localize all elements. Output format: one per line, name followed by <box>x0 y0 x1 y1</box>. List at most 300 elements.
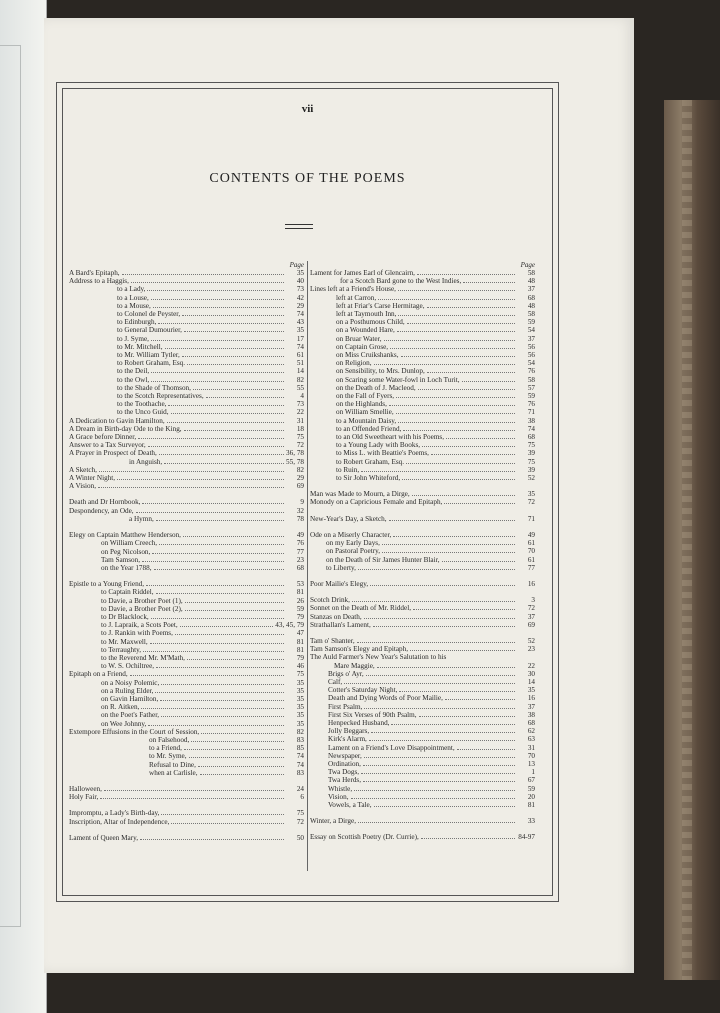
leader-dots <box>398 310 515 316</box>
entry-page-number: 58 <box>527 310 535 319</box>
entry-title: to General Dumourier, <box>117 326 182 335</box>
leader-dots <box>369 735 515 741</box>
title-rule <box>285 224 313 229</box>
leader-dots <box>391 719 515 725</box>
entry-page-number: 63 <box>527 735 535 744</box>
leader-dots <box>421 833 515 839</box>
page-column-header: Page <box>289 261 304 269</box>
section-gap <box>69 801 304 809</box>
entry-page-number: 74 <box>296 310 304 319</box>
entry-page-number: 81 <box>296 645 304 654</box>
entry-page-number: 35 <box>296 694 304 703</box>
contents-entry <box>310 752 535 760</box>
leader-dots <box>185 597 284 603</box>
contents-entry <box>69 507 304 515</box>
leader-dots <box>374 359 515 365</box>
entry-page-number: 74 <box>296 760 304 769</box>
contents-entry <box>310 662 535 670</box>
contents-entry <box>69 302 304 310</box>
contents-entry <box>310 277 535 285</box>
entry-title: to Robert Graham, Esq. <box>117 359 186 368</box>
entry-title: to the Reverend Mr. M'Math, <box>101 653 185 662</box>
entry-title: to Davie, a Brother Poet (2), <box>101 604 183 613</box>
entry-page-number: 37 <box>527 612 535 621</box>
contents-entry <box>69 294 304 302</box>
entry-title: Answer to a Tax Surveyor, <box>69 441 146 450</box>
entry-page-number: 13 <box>527 759 535 768</box>
contents-entry <box>310 678 535 686</box>
entry-page-number: 69 <box>296 482 304 491</box>
entry-title: to the Owl, <box>117 375 150 384</box>
contents-entry <box>310 285 535 293</box>
contents-entry <box>69 703 304 711</box>
entry-title: Essay on Scottish Poetry (Dr. Currie), <box>310 833 419 842</box>
section-gap <box>69 572 304 580</box>
entry-title: on a Posthumous Child, <box>336 318 405 327</box>
entry-title: Death and Dying Words of Poor Mailie, <box>328 694 443 703</box>
contents-entry <box>69 441 304 449</box>
section-gap <box>310 629 535 637</box>
entry-title: Stanzas on Death, <box>310 612 362 621</box>
leader-dots <box>371 727 515 733</box>
leader-dots <box>151 376 284 382</box>
leader-dots <box>352 596 515 602</box>
contents-right-column <box>310 261 535 842</box>
entry-title: Scotch Drink, <box>310 596 350 605</box>
section-gap <box>69 826 304 834</box>
entry-page-number: 78 <box>296 514 304 523</box>
entry-page-number: 84-97 <box>518 833 535 842</box>
contents-entry <box>310 727 535 735</box>
entry-title: Vowels, a Tale, <box>328 800 372 809</box>
entry-title: First Psalm, <box>328 702 363 711</box>
entry-page-number: 59 <box>296 604 304 613</box>
entry-page-number: 29 <box>296 474 304 483</box>
leader-dots <box>358 564 515 570</box>
contents-entry <box>69 736 304 744</box>
entry-title: on Pastoral Poetry, <box>326 547 381 556</box>
entry-page-number: 83 <box>296 768 304 777</box>
entry-page-number: 4 <box>300 392 304 401</box>
entry-title: Address to a Haggis, <box>69 277 129 286</box>
leader-dots <box>165 343 284 349</box>
entry-page-number: 76 <box>296 539 304 548</box>
entry-title: on Wee Johnny, <box>101 719 147 728</box>
contents-entry <box>69 482 304 490</box>
leader-dots <box>184 425 284 431</box>
entry-page-number: 58 <box>527 269 535 277</box>
entry-page-number: 29 <box>296 301 304 310</box>
contents-entry <box>69 556 304 564</box>
entry-title: on R. Aitken, <box>101 703 140 712</box>
entry-title: Holy Fair, <box>69 793 99 802</box>
leader-dots <box>142 498 284 504</box>
entry-page-number: 35 <box>296 678 304 687</box>
leader-dots <box>357 637 515 643</box>
entry-title: Strathallan's Lament, <box>310 620 371 629</box>
entry-page-number: 68 <box>296 563 304 572</box>
contents-entry <box>310 785 535 793</box>
entry-page-number: 35 <box>527 490 535 499</box>
entry-title: Refusal to Dine, <box>149 760 196 769</box>
entry-page-number: 22 <box>527 661 535 670</box>
leader-dots <box>382 539 515 545</box>
leader-dots <box>161 809 284 815</box>
contents-entry <box>69 351 304 359</box>
contents-entry <box>310 498 535 506</box>
leader-dots <box>413 604 515 610</box>
contents-entry <box>69 605 304 613</box>
entry-page-number: 75 <box>527 457 535 466</box>
entry-title: in Anguish, <box>129 457 163 466</box>
entry-page-number: 62 <box>527 727 535 736</box>
entry-page-number: 22 <box>296 408 304 417</box>
entry-title: Brigs o' Ayr, <box>328 669 364 678</box>
entry-page-number: 49 <box>296 531 304 540</box>
leader-dots <box>142 556 284 562</box>
entry-page-number: 81 <box>296 588 304 597</box>
contents-entry <box>310 539 535 547</box>
leader-dots <box>463 277 515 283</box>
entry-title: Henpecked Husband, <box>328 718 390 727</box>
contents-entry <box>310 760 535 768</box>
contents-entry <box>310 604 535 612</box>
entry-title: Tam o' Shanter, <box>310 636 355 645</box>
entry-page-number: 79 <box>296 653 304 662</box>
entry-page-number: 58 <box>527 375 535 384</box>
entry-title: Winter, a Dirge, <box>310 817 356 826</box>
entry-title: on the Highlands, <box>336 400 387 409</box>
entry-page-number: 59 <box>527 318 535 327</box>
contents-entry <box>310 776 535 784</box>
section-gap <box>310 825 535 833</box>
entry-title: Despondency, an Ode, <box>69 506 134 515</box>
entry-page-number: 74 <box>296 752 304 761</box>
entry-page-number: 42 <box>296 293 304 302</box>
leader-dots <box>427 302 515 308</box>
contents-entry <box>69 269 304 277</box>
entry-page-number: 35 <box>296 703 304 712</box>
entry-title: when at Carlisle, <box>149 768 198 777</box>
entry-page-number: 36, 78 <box>286 449 304 458</box>
entry-page-number: 6 <box>300 793 304 802</box>
contents-entry <box>310 833 535 841</box>
page-border <box>56 82 559 902</box>
contents-entry <box>69 752 304 760</box>
entry-title: on a Wounded Hare, <box>336 326 395 335</box>
leader-dots <box>164 458 284 464</box>
contents-entry <box>69 711 304 719</box>
contents-entry <box>310 703 535 711</box>
leader-dots <box>167 417 284 423</box>
entry-page-number: 16 <box>527 579 535 588</box>
entry-title: on Sensibility, to Mrs. Dunlop, <box>336 367 425 376</box>
entry-title: to Sir John Whiteford, <box>336 474 401 483</box>
entry-page-number: 3 <box>531 596 535 605</box>
leader-dots <box>155 687 284 693</box>
entry-page-number: 38 <box>527 416 535 425</box>
leader-dots <box>117 474 284 480</box>
entry-title: to Mr. Syme, <box>149 752 187 761</box>
leader-dots <box>206 392 284 398</box>
leader-dots <box>377 662 515 668</box>
leader-dots <box>151 367 284 373</box>
leader-dots <box>160 695 284 701</box>
contents-entry <box>69 695 304 703</box>
contents-entry <box>310 711 535 719</box>
leader-dots <box>412 490 515 496</box>
contents-entry <box>69 417 304 425</box>
entry-title: to Liberty, <box>326 563 356 572</box>
entry-title: Lament for James Earl of Glencairn, <box>310 269 415 277</box>
entry-page-number: 35 <box>296 686 304 695</box>
contents-entry <box>310 694 535 702</box>
entry-page-number: 75 <box>296 809 304 818</box>
entry-title: Lament of Queen Mary, <box>69 833 138 842</box>
entry-title: Inscription, Altar of Independence, <box>69 817 170 826</box>
contents-entry <box>69 818 304 826</box>
contents-entry <box>69 621 304 629</box>
entry-title: on Bruar Water, <box>336 334 382 343</box>
column-divider <box>307 261 308 871</box>
contents-entry <box>69 285 304 293</box>
contents-entry <box>69 474 304 482</box>
entry-page-number: 37 <box>527 334 535 343</box>
entry-title: to Mr. Maxwell, <box>101 637 148 646</box>
leader-dots <box>446 433 515 439</box>
entry-page-number: 39 <box>527 465 535 474</box>
contents-entry <box>69 785 304 793</box>
entry-title: Whistle, <box>328 784 353 793</box>
entry-title: Tam Samson's Elegy and Epitaph, <box>310 645 409 654</box>
leader-dots <box>168 400 284 406</box>
entry-page-number: 70 <box>527 751 535 760</box>
previous-page-edge <box>0 0 47 1013</box>
contents-entry <box>310 564 535 572</box>
entry-page-number: 39 <box>527 449 535 458</box>
contents-entry <box>310 547 535 555</box>
entry-page-number: 59 <box>527 392 535 401</box>
section-gap <box>310 809 535 817</box>
leader-dots <box>131 277 284 283</box>
leader-dots <box>396 392 515 398</box>
leader-dots <box>151 294 284 300</box>
entry-page-number: 77 <box>296 547 304 556</box>
contents-entry <box>69 326 304 334</box>
entry-page-number: 32 <box>296 506 304 515</box>
contents-entry <box>310 433 535 441</box>
entry-page-number: 69 <box>527 620 535 629</box>
entry-page-number: 47 <box>296 629 304 638</box>
entry-title: Lament on a Friend's Love Disappointment, <box>328 743 455 752</box>
entry-page-number: 33 <box>527 817 535 826</box>
section-gap <box>69 523 304 531</box>
entry-title: on Peg Nicolson, <box>101 547 151 556</box>
contents-entry <box>310 613 535 621</box>
leader-dots <box>156 588 284 594</box>
entry-title: for a Scotch Bard gone to the West Indies, <box>340 277 462 286</box>
contents-entry <box>69 654 304 662</box>
entry-page-number: 35 <box>527 686 535 695</box>
section-gap <box>69 777 304 785</box>
entry-page-number: 31 <box>296 416 304 425</box>
entry-page-number: 76 <box>527 367 535 376</box>
entry-page-number: 71 <box>527 408 535 417</box>
entry-page-number: 23 <box>296 555 304 564</box>
entry-page-number: 16 <box>527 694 535 703</box>
entry-page-number: 85 <box>296 744 304 753</box>
leader-dots <box>156 515 284 521</box>
contents-entry <box>69 539 304 547</box>
leader-dots <box>159 449 284 455</box>
entry-title: Extempore Effusions in the Court of Session, <box>69 727 200 736</box>
contents-entry <box>69 720 304 728</box>
leader-dots <box>185 605 284 611</box>
contents-entry <box>310 294 535 302</box>
leader-dots <box>148 441 284 447</box>
entry-page-number: 75 <box>296 433 304 442</box>
entry-page-number: 50 <box>296 833 304 842</box>
contents-entry <box>69 384 304 392</box>
leader-dots <box>373 621 515 627</box>
leader-dots <box>364 703 515 709</box>
entry-page-number: 73 <box>296 400 304 409</box>
contents-entry <box>69 662 304 670</box>
entry-title: A Sketch, <box>69 465 97 474</box>
contents-entry <box>69 343 304 351</box>
entry-title: to J. Rankin with Poems, <box>101 629 173 638</box>
leader-dots <box>410 645 515 651</box>
contents-entry <box>310 531 535 539</box>
entry-page-number: 1 <box>531 768 535 777</box>
entry-title: on William Creech, <box>101 539 158 548</box>
contents-entry <box>69 597 304 605</box>
leader-dots <box>191 736 284 742</box>
leader-dots <box>146 580 284 586</box>
entry-page-number: 55 <box>296 383 304 392</box>
entry-page-number: 74 <box>296 342 304 351</box>
leader-dots <box>364 752 515 758</box>
contents-entry <box>69 449 304 457</box>
entry-title: A Dedication to Gavin Hamilton, <box>69 416 165 425</box>
leader-dots <box>143 646 284 652</box>
contents-entry <box>310 310 535 318</box>
entry-title: to Dr Blacklock, <box>101 612 149 621</box>
entry-page-number: 43, 45, 79 <box>275 621 304 630</box>
entry-page-number: 35 <box>296 719 304 728</box>
entry-title: Vision, <box>328 792 349 801</box>
entry-page-number: 38 <box>527 710 535 719</box>
entry-page-number: 72 <box>527 604 535 613</box>
entry-title: to a Friend, <box>149 744 182 753</box>
contents-entry <box>310 490 535 498</box>
leader-dots <box>442 556 516 562</box>
entry-title: A Dream in Birth-day Ode to the King, <box>69 424 182 433</box>
contents-entry <box>69 310 304 318</box>
entry-title: Twa Herds, <box>328 776 362 785</box>
entry-title: to a Mountain Daisy, <box>336 416 397 425</box>
entry-page-number: 74 <box>527 424 535 433</box>
entry-page-number: 81 <box>296 637 304 646</box>
entry-title: Kirk's Alarm, <box>328 735 367 744</box>
leader-dots <box>403 425 515 431</box>
entry-page-number: 56 <box>527 342 535 351</box>
section-gap <box>310 482 535 490</box>
entry-title: Poor Mailie's Elegy, <box>310 579 369 588</box>
contents-entry <box>69 318 304 326</box>
leader-dots <box>152 548 284 554</box>
contents-left-column <box>69 261 304 842</box>
entry-page-number: 51 <box>296 359 304 368</box>
contents-entry <box>69 638 304 646</box>
section-gap <box>310 523 535 531</box>
entry-title: to the Toothache, <box>117 400 167 409</box>
entry-title: Halloween, <box>69 784 102 793</box>
entry-page-number: 30 <box>527 669 535 678</box>
contents-entry <box>69 793 304 801</box>
entry-title: a Hymn, <box>129 514 154 523</box>
entry-page-number: 17 <box>296 334 304 343</box>
contents-entry <box>69 670 304 678</box>
leader-dots <box>354 785 515 791</box>
contents-entry <box>310 449 535 457</box>
contents-entry <box>310 400 535 408</box>
entry-page-number: 71 <box>527 514 535 523</box>
contents-entry <box>310 376 535 384</box>
entry-title: on William Smellie, <box>336 408 394 417</box>
entry-page-number: 54 <box>527 326 535 335</box>
entry-page-number: 73 <box>296 285 304 294</box>
leader-dots <box>396 408 515 414</box>
leader-dots <box>104 785 284 791</box>
contents-entry <box>310 367 535 375</box>
entry-title: on Religion, <box>336 359 372 368</box>
leader-dots <box>370 580 515 586</box>
entry-title: to Davie, a Brother Poet (1), <box>101 596 183 605</box>
entry-title: on Miss Cruikshanks, <box>336 351 399 360</box>
contents-entry <box>69 392 304 400</box>
entry-title: Ode on a Miserly Character, <box>310 530 392 539</box>
leader-dots <box>161 711 284 717</box>
entry-page-number: 46 <box>296 662 304 671</box>
contents-entry <box>310 515 535 523</box>
leader-dots <box>401 351 516 357</box>
contents-entry <box>310 474 535 482</box>
leader-dots <box>100 793 284 799</box>
entry-page-number: 9 <box>300 498 304 507</box>
contents-entry <box>69 277 304 285</box>
leader-dots <box>161 679 284 685</box>
entry-page-number: 52 <box>527 474 535 483</box>
entry-title: Cotter's Saturday Night, <box>328 686 398 695</box>
entry-title: on the Poet's Father, <box>101 711 160 720</box>
entry-title: to Robert Graham, Esq. <box>336 457 405 466</box>
contents-entry <box>69 376 304 384</box>
section-gap <box>310 507 535 515</box>
right-entry-list <box>310 269 535 842</box>
entry-page-number: 48 <box>527 277 535 286</box>
leader-dots <box>99 466 284 472</box>
entry-title: left at Friar's Carse Hermitage, <box>336 301 425 310</box>
page-folio: vii <box>301 103 314 115</box>
leader-dots <box>98 482 284 488</box>
entry-page-number: 14 <box>296 367 304 376</box>
entry-title: on Falsehood, <box>149 735 190 744</box>
entry-page-number: 40 <box>296 277 304 286</box>
leader-dots <box>402 474 515 480</box>
entry-page-number: 68 <box>527 718 535 727</box>
contents-entry <box>310 392 535 400</box>
